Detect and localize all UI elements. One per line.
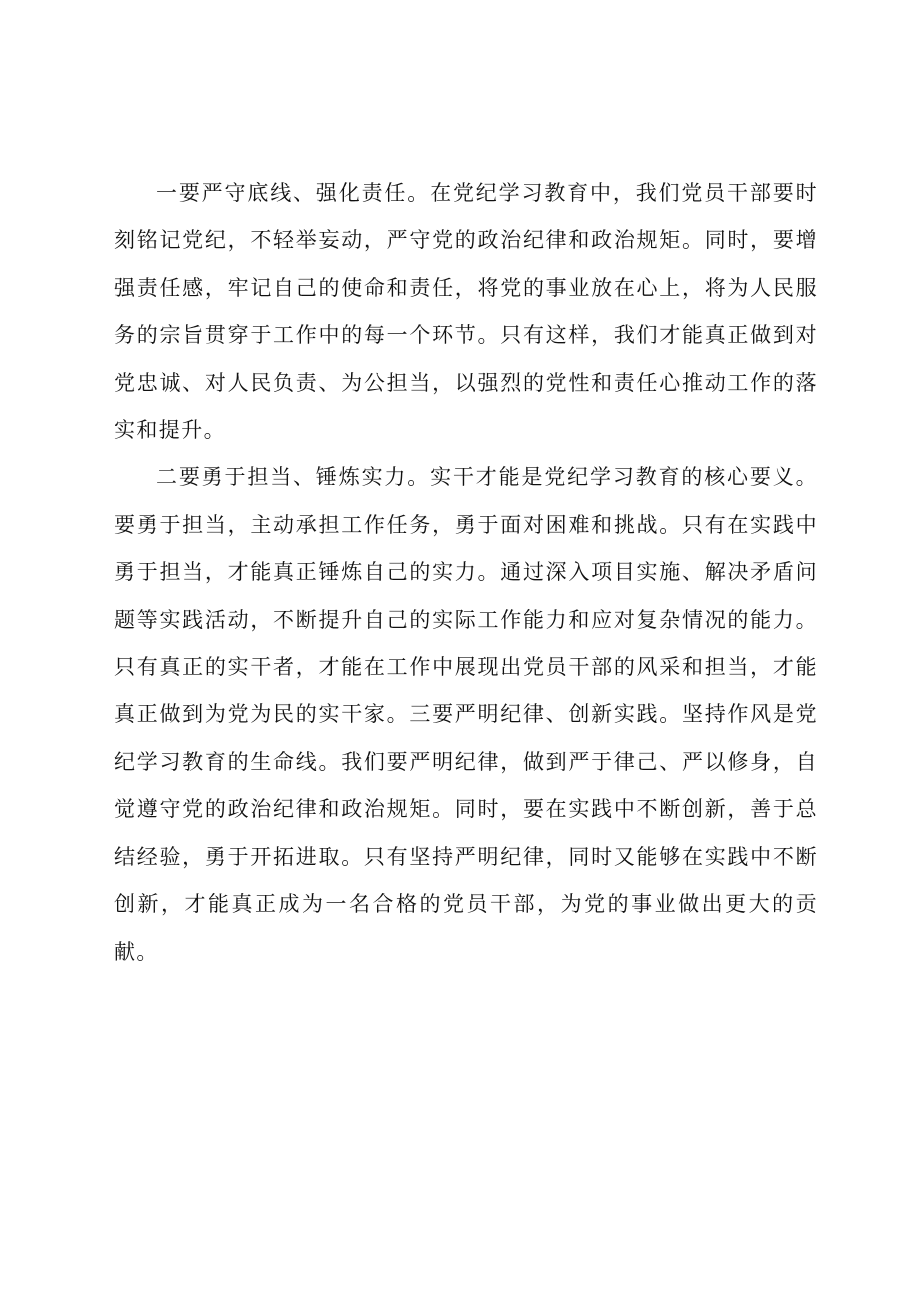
- document-body: [114, 170, 818, 976]
- paragraph-1: 一要严守底线、强化责任。在党纪学习教育中，我们党员干部要时刻铭记党纪，不轻举妄动，严守党的政治纪律和政治规矩。同时，要增强责任感，牢记自己的使命和责任，将党的事业放在心上，将为人民服务的宗旨贯穿于工作中的每一个环节。只有这样，我们才能真正做到对党忠诚、对人民负责、为公担当，以强烈的党性和责任心推动工作的落实和提升。: [114, 181, 818, 443]
- paragraph-2: 二要勇于担当、锤炼实力。实干才能是党纪学习教育的核心要义。要勇于担当，主动承担工作任务，勇于面对困难和挑战。只有在实践中勇于担当，才能真正锤炼自己的实力。通过深入项目实施、解决矛盾问题等实践活动，不断提升自己的实际工作能力和应对复杂情况的能力。只有真正的实干者，才能在工作中展现出党员干部的风采和担当，才能真正做到为党为民的实干家。三要严明纪律、创新实践。坚持作风是党纪学习教育的生命线。我们要严明纪律，做到严于律己、严以修身，自觉遵守党的政治纪律和政治规矩。同时，要在实践中不断创新，善于总结经验，勇于开拓进取。只有坚持严明纪律，同时又能够在实践中不断创新，才能真正成为一名合格的党员干部，为党的事业做出更大的贡献。: [114, 465, 818, 964]
